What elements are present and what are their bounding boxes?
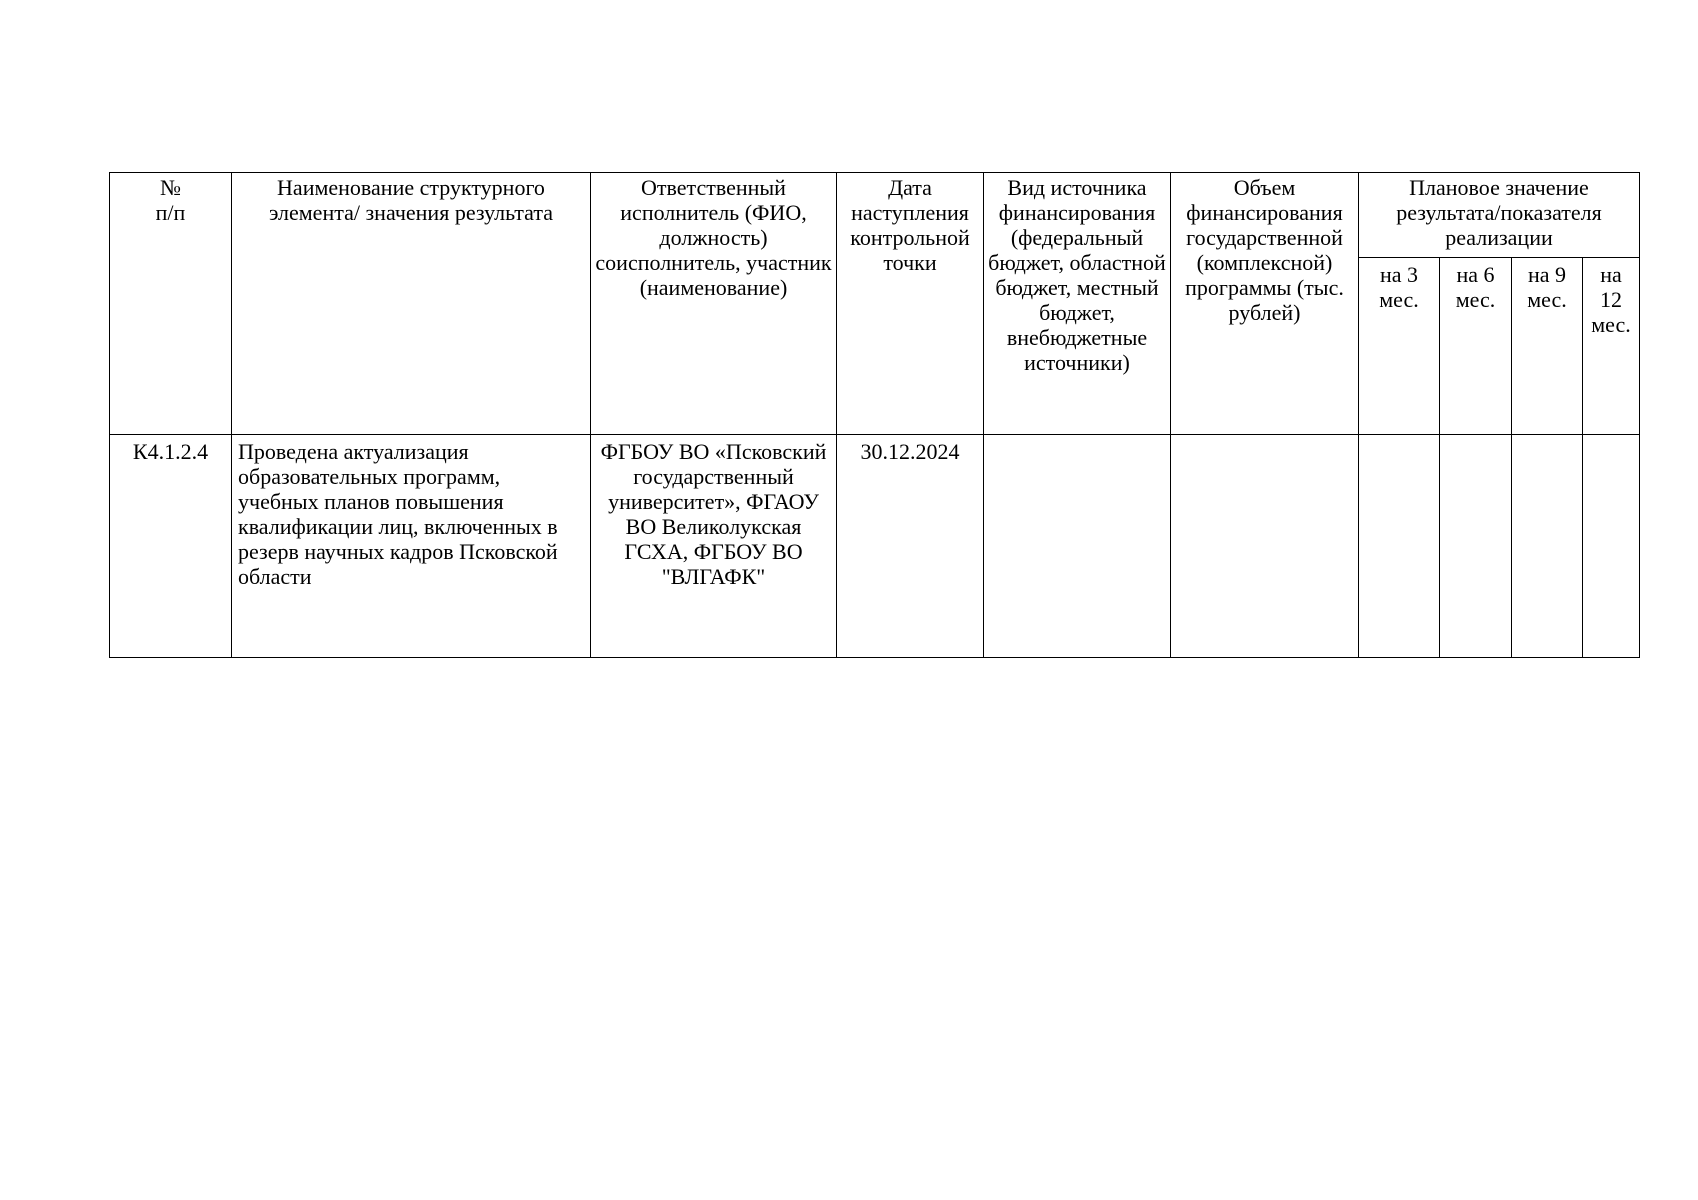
header-source: Вид источника финансирования (федеральный бюджет, областной бюджет, местный бюджет, внебюджетные источники) [984, 173, 1171, 435]
header-responsible: Ответственный исполнитель (ФИО, должность) соисполнитель, участник (наименование) [591, 173, 837, 435]
header-period-12: на 12 мес. [1583, 258, 1640, 435]
header-volume: Объем финансирования государственной (комплексной) программы (тыс. рублей) [1171, 173, 1359, 435]
header-name: Наименование структурного элемента/ значения результата [232, 173, 591, 435]
cell-p3 [1359, 435, 1440, 658]
header-period-3: на 3 мес. [1359, 258, 1440, 435]
table-header-row [110, 173, 1640, 258]
cell-name: Проведена актуализация образовательных программ, учебных планов повышения квалификации лиц, включенных в резерв научных кадров Псковской области [232, 435, 591, 658]
cell-p6 [1440, 435, 1512, 658]
header-num: № п/п [110, 173, 232, 435]
table-row [110, 435, 1640, 658]
header-period-9: на 9 мес. [1512, 258, 1583, 435]
cell-num: К4.1.2.4 [110, 435, 232, 658]
cell-source [984, 435, 1171, 658]
header-planned: Плановое значение результата/показателя реализации [1359, 173, 1640, 258]
cell-responsible: ФГБОУ ВО «Псковский государственный университет», ФГАОУ ВО Великолукская ГСХА, ФГБОУ ВО "ВЛГАФК" [591, 435, 837, 658]
cell-date: 30.12.2024 [837, 435, 984, 658]
cell-p9 [1512, 435, 1583, 658]
header-period-6: на 6 мес. [1440, 258, 1512, 435]
cell-p12 [1583, 435, 1640, 658]
plan-table [109, 172, 1640, 658]
header-date: Дата наступления контрольной точки [837, 173, 984, 435]
cell-volume [1171, 435, 1359, 658]
